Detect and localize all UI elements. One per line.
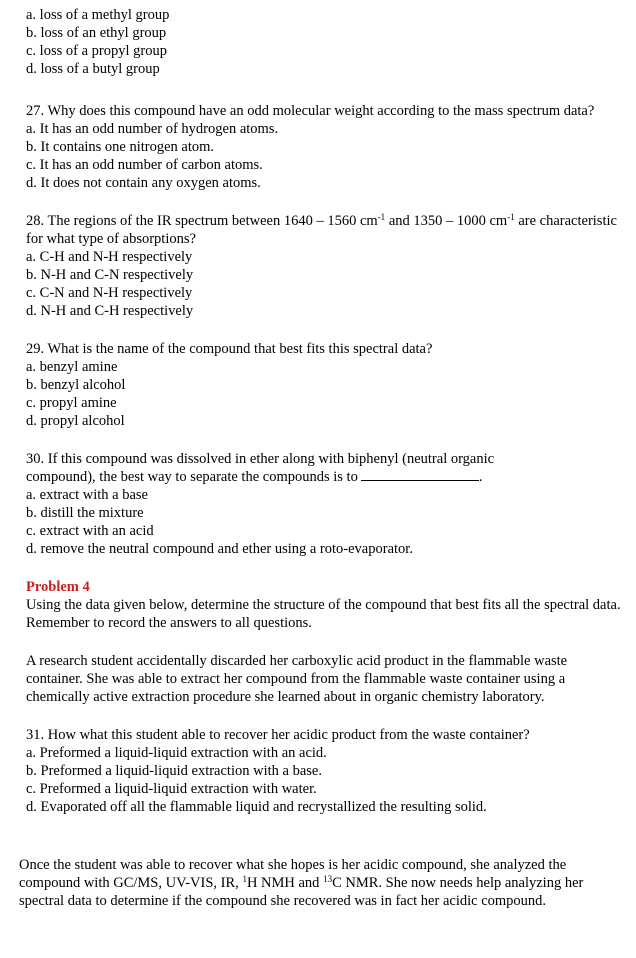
option-26a: a. loss of a methyl group bbox=[26, 7, 170, 23]
final-paragraph bbox=[19, 856, 619, 910]
option-29b: b. benzyl alcohol bbox=[26, 377, 126, 393]
option-26c: c. loss of a propyl group bbox=[26, 43, 167, 59]
option-26b: b. loss of an ethyl group bbox=[26, 25, 167, 41]
option-27d: d. It does not contain any oxygen atoms. bbox=[26, 175, 261, 191]
option-28d: d. N-H and C-H respectively bbox=[26, 303, 194, 319]
option-29c: c. propyl amine bbox=[26, 395, 117, 411]
option-27c: c. It has an odd number of carbon atoms. bbox=[26, 157, 263, 173]
option-26d: d. loss of a butyl group bbox=[26, 61, 160, 77]
question-28-sup-1: -1 bbox=[377, 212, 386, 222]
problem-4-story-text: A research student accidentally discarded her carboxylic acid product in the flammable waste container. She was able to extract her compound from the flammable waste container using a chemically active extraction procedure she learned about in organic chemistry laboratory. bbox=[26, 653, 568, 705]
question-28 bbox=[26, 212, 622, 320]
question-29-prompt: 29. What is the name of the compound that best fits this spectral data? bbox=[26, 341, 433, 357]
question-28-text-a: 28. The regions of the IR spectrum between 1640 – 1560 cm bbox=[26, 213, 378, 229]
question-28-text-c: are characteristic for what type of absorptions? bbox=[26, 213, 617, 247]
final-sup-c: 13 bbox=[323, 874, 333, 884]
option-30d: d. remove the neutral compound and ether using a roto-evaporator. bbox=[26, 541, 413, 557]
option-27b: b. It contains one nitrogen atom. bbox=[26, 139, 215, 155]
question-30-prompt-line1: 30. If this compound was dissolved in ether along with biphenyl (neutral organic bbox=[26, 451, 495, 467]
option-31b: b. Preformed a liquid-liquid extraction with a base. bbox=[26, 763, 322, 779]
question-30-prompt-line2 bbox=[26, 468, 622, 486]
final-text-a: Once the student was able to recover what she hopes is her acidic compound, she analyzed the compound with GC/MS, UV-VIS, IR, bbox=[19, 857, 567, 891]
question-27 bbox=[26, 102, 622, 192]
option-31d: d. Evaporated off all the flammable liquid and recrystallized the resulting solid. bbox=[26, 799, 487, 815]
final-sup-h: 1 bbox=[242, 874, 247, 884]
question-30 bbox=[26, 450, 622, 558]
question-28-prompt bbox=[26, 212, 622, 248]
option-30c: c. extract with an acid bbox=[26, 523, 154, 539]
question-30-prompt-text: compound), the best way to separate the compounds is to bbox=[26, 469, 358, 485]
option-30a: a. extract with a base bbox=[26, 487, 148, 503]
final-text-c: C NMR. She now needs help analyzing her spectral data to determine if the compound she recovered was in fact her acidic compound. bbox=[19, 875, 584, 909]
problem-4-intro: Using the data given below, determine the structure of the compound that best fits all the spectral data. Remember to record the answers to all questions. bbox=[26, 597, 621, 631]
answer-blank bbox=[361, 468, 479, 481]
option-31c: c. Preformed a liquid-liquid extraction with water. bbox=[26, 781, 317, 797]
question-26-options bbox=[26, 6, 622, 78]
problem-4-title: Problem 4 bbox=[26, 579, 90, 595]
question-27-prompt: 27. Why does this compound have an odd molecular weight according to the mass spectrum data? bbox=[26, 103, 595, 119]
option-28a: a. C-H and N-H respectively bbox=[26, 249, 193, 265]
option-27a: a. It has an odd number of hydrogen atoms. bbox=[26, 121, 279, 137]
option-29a: a. benzyl amine bbox=[26, 359, 118, 375]
option-28c: c. C-N and N-H respectively bbox=[26, 285, 193, 301]
option-31a: a. Preformed a liquid-liquid extraction with an acid. bbox=[26, 745, 327, 761]
question-28-sup-2: -1 bbox=[507, 212, 515, 222]
question-31-prompt: 31. How what this student able to recover her acidic product from the waste container? bbox=[26, 727, 530, 743]
question-29 bbox=[26, 340, 622, 430]
question-28-text-b: and 1350 – 1000 cm bbox=[385, 213, 508, 229]
option-28b: b. N-H and C-N respectively bbox=[26, 267, 194, 283]
question-31 bbox=[26, 726, 622, 816]
problem-4-story bbox=[26, 652, 622, 706]
option-30b: b. distill the mixture bbox=[26, 505, 144, 521]
question-30-prompt-end: . bbox=[478, 469, 483, 485]
problem-4 bbox=[26, 578, 622, 632]
worksheet-page bbox=[26, 6, 622, 832]
final-text-b: H NMH and bbox=[246, 875, 324, 891]
option-29d: d. propyl alcohol bbox=[26, 413, 125, 429]
final-paragraph-text bbox=[19, 856, 619, 910]
